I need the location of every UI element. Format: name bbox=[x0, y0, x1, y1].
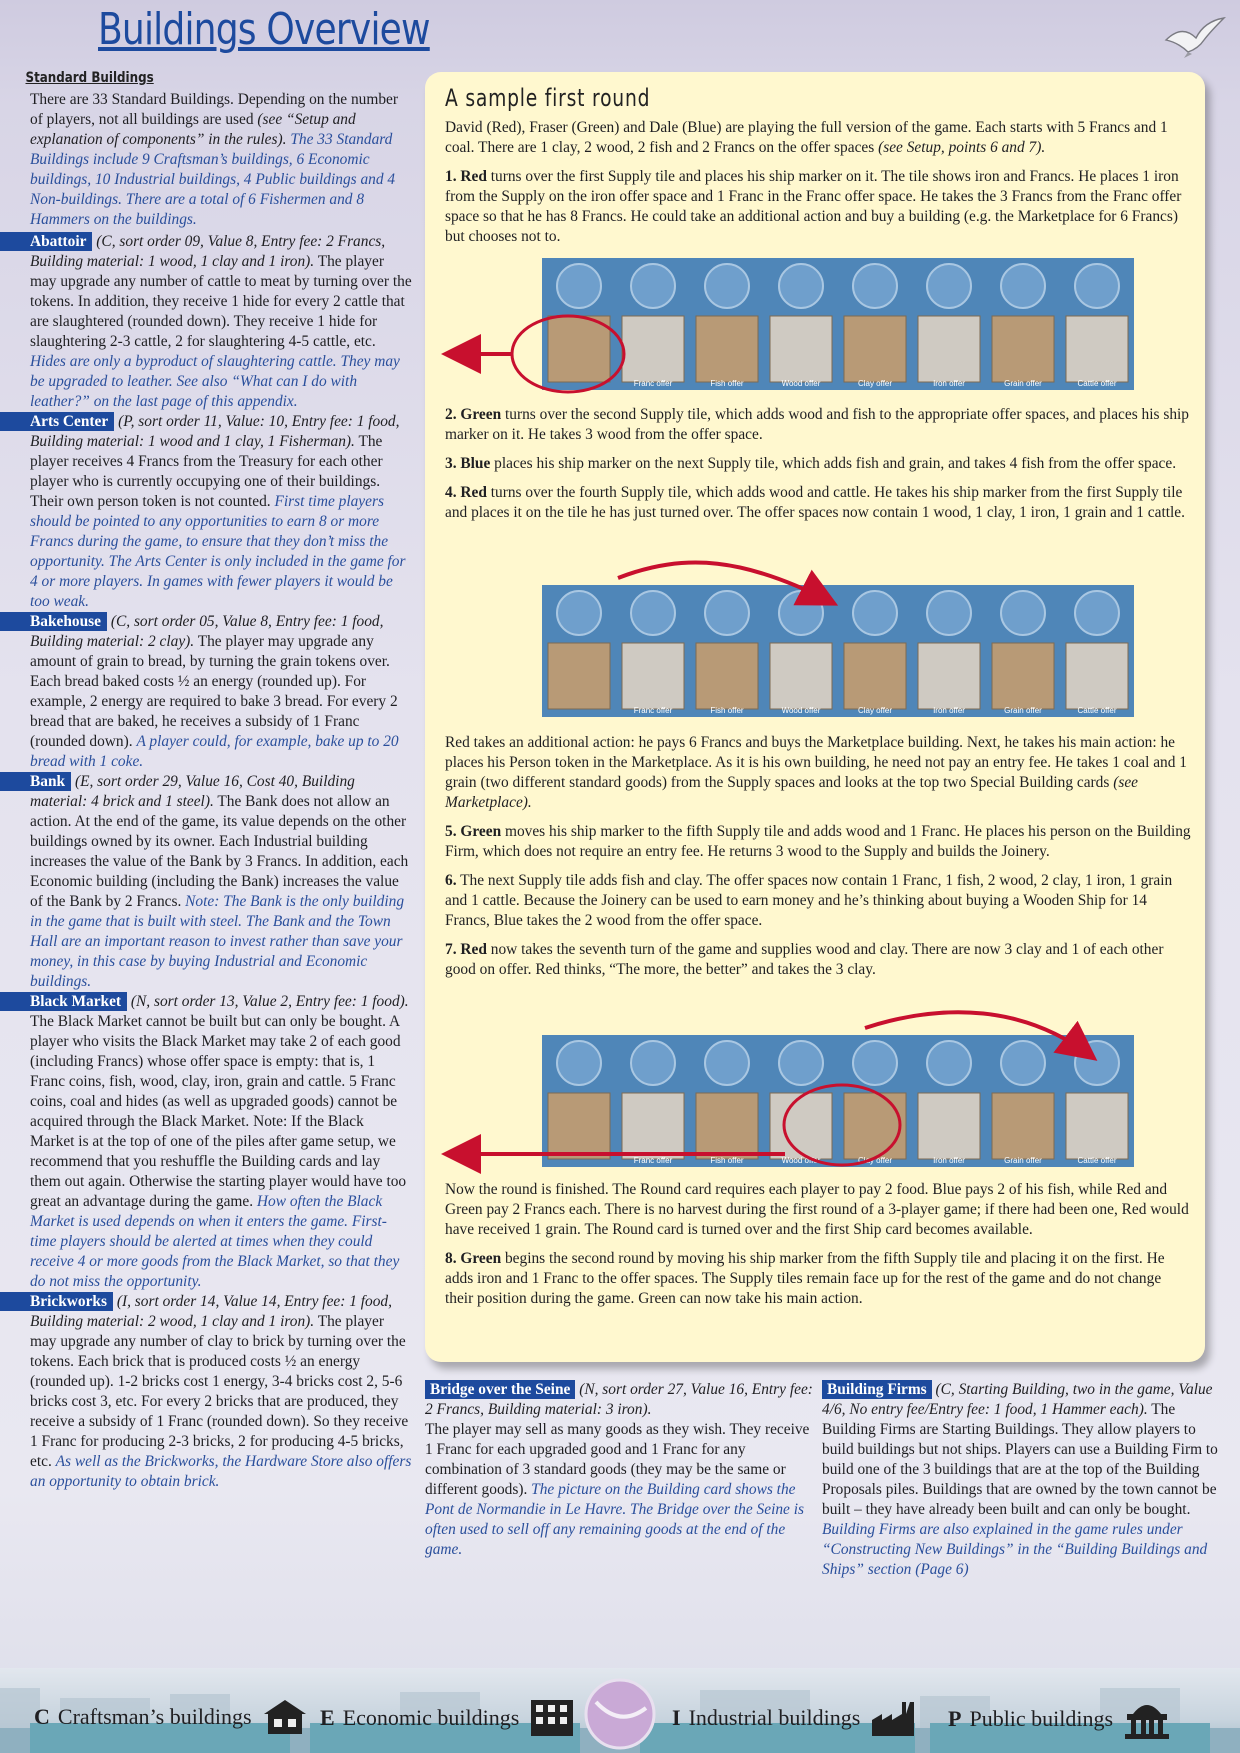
card-text-top bbox=[445, 118, 1193, 256]
supply-tile-space bbox=[1001, 264, 1045, 308]
offer-space bbox=[844, 1093, 906, 1159]
craftsman-house-icon bbox=[262, 1698, 308, 1736]
offer-space-label: Wood offer bbox=[781, 379, 821, 388]
offer-space-label: Cattle offer bbox=[1077, 706, 1117, 715]
supply-tile-space bbox=[853, 591, 897, 635]
factory-icon bbox=[870, 1698, 918, 1738]
supply-tile-space bbox=[853, 1041, 897, 1085]
offer-space bbox=[918, 1093, 980, 1159]
building-entry-abattoir: Abattoir (C, sort order 09, Value 8, Entry fee: 2 Francs, Building material: 1 wood, 1 clay and 1 iron). The player may upgrade any number of cattle to meat by turning over the tokens. In addition, they receive 1 hide for every 2 cattle that are slaughtered (rounded down). They receive 1 hide for slaughtering 2-3 cattle, 2 for slaughtering 4-5 cattle, etc. Hides are only a byproduct of slaughtering cattle. They may be upgraded to leather. See also “What can I do with leather?” on the last page of this appendix. bbox=[0, 232, 416, 412]
supply-tile-space bbox=[557, 1041, 601, 1085]
sample-intro: David (Red), Fraser (Green) and Dale (Blue) are playing the full version of the game. Each starts with 5 Francs and 1 coal. There are 1 clay, 2 wood, 2 fish and 2 Francs on the offer spaces (see Setup, points 6 and 7). bbox=[445, 119, 1168, 156]
step-1: 1. Red turns over the first Supply tile and places his ship marker on it. The tile shows iron and Francs. He places 1 iron from the Supply on the iron offer space and 1 Franc in the Franc offer space. He takes the 3 Francs from the Franc offer space so that he has 8 Francs. He could take an additional action and buy a building (e.g. the Marketplace for 6 Francs) but chooses not to. bbox=[445, 168, 1182, 245]
offer-space bbox=[770, 643, 832, 709]
building-name: Bank bbox=[0, 772, 71, 791]
offer-space bbox=[918, 316, 980, 382]
offer-space bbox=[548, 643, 610, 709]
legend-item-craftsman: C Craftsman’s buildings bbox=[34, 1698, 308, 1736]
supply-tile-space bbox=[1001, 591, 1045, 635]
sample-round-card bbox=[425, 72, 1205, 1362]
offer-space-label: Clay offer bbox=[857, 1156, 893, 1165]
offer-space bbox=[770, 1093, 832, 1159]
offer-space-label: Iron offer bbox=[933, 1156, 965, 1165]
offer-space-label: Grain offer bbox=[1004, 706, 1042, 715]
building-entry-arts-center: Arts Center (P, sort order 11, Value: 10, Entry fee: 1 food, Building material: 1 wood and 1 clay, 1 Fisherman). The player receives 4 Francs from the Treasury for each other player who is currently occupying one of their buildings. Their own person token is not counted. First time players should be pointed to any opportunities to earn 8 or more Francs during the game, to ensure that they don’t miss the opportunity. The Arts Center is only included in the game for 4 or more players. In games with fewer players it would be too weak. bbox=[0, 412, 416, 612]
supply-tile-space bbox=[631, 1041, 675, 1085]
building-name: Abattoir bbox=[0, 232, 92, 251]
standard-buildings-column bbox=[0, 68, 416, 1492]
board-illustration-2 bbox=[542, 585, 1134, 717]
offer-space-label: Cattle offer bbox=[1077, 1156, 1117, 1165]
step-3: 3. Blue places his ship marker on the next Supply tile, which adds fish and grain, and takes 4 fish from the offer space. bbox=[445, 455, 1177, 472]
offer-space bbox=[548, 316, 610, 382]
offer-space-label: Fish offer bbox=[710, 1156, 744, 1165]
offer-space bbox=[622, 316, 684, 382]
supply-tile-space bbox=[705, 591, 749, 635]
building-entry-bridge: Bridge over the Seine (N, sort order 27, Value 16, Entry fee: 2 Francs, Building material: 3 iron). The player may sell as many goods as they wish. They receive 1 Franc for each upgraded good and 1 Franc for any combination of 3 standard goods (they may be the same or different goods). The picture on the Building card shows the Pont de Normandie in Le Havre. The Bridge over the Seine is often used to sell off any remaining goods at the end of the game. bbox=[425, 1381, 813, 1558]
section-heading: Standard Buildings bbox=[25, 70, 154, 86]
offer-space bbox=[992, 643, 1054, 709]
offer-space-label: Grain offer bbox=[1004, 379, 1042, 388]
offer-space bbox=[1066, 1093, 1128, 1159]
supply-tile-space bbox=[1001, 1041, 1045, 1085]
building-entry-bank: Bank (E, sort order 29, Value 16, Cost 40, Building material: 4 brick and 1 steel). The Bank does not allow an action. At the end of the game, its value depends on the other buildings owned by its owner. Each Industrial building increases the value of the Bank by 3 Francs. In addition, each Economic building (including the Bank) increases the value of the Bank by 2 Francs. Note: The Bank is the only building in the game that is built with steel. The Bank and the Town Hall are an important reason to invest rather than save your money, in this case by buying Industrial and Economic buildings. bbox=[0, 772, 416, 992]
supply-tile-space bbox=[631, 264, 675, 308]
step-7b: Now the round is finished. The Round card requires each player to pay 2 food. Blue pays 2 of his fish, while Red and Green pay 2 Francs each. There is no harvest during the first round of a 3-player game; if there had been one, Red would have received 1 grain. The Round card is turned over and the first Ship card becomes available. bbox=[445, 1181, 1189, 1238]
step-7: 7. Red now takes the seventh turn of the game and supplies wood and clay. There are now 3 clay and 1 of each other good on offer. Red thinks, “The more, the better” and takes the 3 clay. bbox=[445, 941, 1164, 978]
offer-space bbox=[622, 1093, 684, 1159]
offer-space-label: Clay offer bbox=[857, 379, 893, 388]
offer-space-label: Wood offer bbox=[781, 706, 821, 715]
step-8: 8. Green begins the second round by moving his ship marker from the fifth Supply tile and placing it on the first. He adds iron and 1 Franc to the offer spaces. The Supply tiles remain face up for the rest of the game and do not change their position during the game. Green can now take his main action. bbox=[445, 1250, 1165, 1307]
building-name: Bridge over the Seine bbox=[425, 1380, 575, 1399]
offer-space-label: Iron offer bbox=[933, 379, 965, 388]
legend-item-public: P Public buildings bbox=[948, 1698, 1171, 1740]
supply-tile-space bbox=[557, 264, 601, 308]
building-entry-brickworks: Brickworks (I, sort order 14, Value 14, Entry fee: 1 food, Building material: 2 wood, 1 clay and 1 iron). The player may upgrade any number of clay to brick by turning over the tokens. Each brick that is produced costs ½ an energy (rounded up). 1-2 bricks cost 1 energy, 3-4 bricks cost 2, 5-6 bricks cost 3, etc. For every 2 bricks that are produced, they receive a subsidy of 1 Franc (rounded down). So they receive 1 Franc for producing 2-3 bricks, 2 for producing 4-5 bricks, etc. As well as the Brickworks, the Hardware Store also offers an opportunity to obtain brick. bbox=[0, 1292, 416, 1492]
offer-space bbox=[992, 316, 1054, 382]
supply-tile-space bbox=[1075, 591, 1119, 635]
building-name: Black Market bbox=[0, 992, 127, 1011]
board-illustration-1 bbox=[542, 258, 1134, 390]
building-entry-building-firms: Building Firms (C, Starting Building, two in the game, Value 4/6, No entry fee/Entry fee: 1 food, 1 Hammer each). The Building Firms are Starting Buildings. They allow players to build buildings but not ships. Players can use a Building Firm to build one of the 3 buildings that are at the top of the Building Proposals piles. Buildings that are owned by the town cannot be built – they have already been built and can only be bought. Building Firms are also explained in the game rules under “Constructing New Buildings” in the “Building Buildings and Ships” section (Page 6) bbox=[822, 1381, 1218, 1578]
offer-space bbox=[696, 1093, 758, 1159]
offer-space-label: Franc offer bbox=[633, 1156, 673, 1165]
supply-tile-space bbox=[705, 264, 749, 308]
building-entry-bakehouse: Bakehouse (C, sort order 05, Value 8, Entry fee: 1 food, Building material: 2 clay). The player may upgrade any amount of grain to bread, by turning the grain tokens over. Each bread baked costs ½ an energy (rounded up). For example, 2 energy are required to bake 3 bread. For every 2 bread that are baked, he receives a subsidy of 1 Franc (rounded down). A player could, for example, bake up to 20 bread with 1 coke. bbox=[0, 612, 416, 772]
offer-space bbox=[696, 643, 758, 709]
card-title: A sample first round bbox=[445, 84, 651, 112]
supply-tile-space bbox=[557, 591, 601, 635]
globe-emblem-icon bbox=[586, 1680, 654, 1748]
supply-tile-space bbox=[779, 591, 823, 635]
offer-space-label: Franc offer bbox=[633, 706, 673, 715]
offer-space bbox=[992, 1093, 1054, 1159]
offer-space bbox=[1066, 316, 1128, 382]
building-name: Bakehouse bbox=[0, 612, 107, 631]
offer-space-label: Cattle offer bbox=[1077, 379, 1117, 388]
building-name: Arts Center bbox=[0, 412, 114, 431]
offer-space-label: Grain offer bbox=[1004, 1156, 1042, 1165]
offer-space bbox=[1066, 643, 1128, 709]
step-4b: Red takes an additional action: he pays 6 Francs and buys the Marketplace building. Next, he takes his main action: he places his Person token in the Marketplace. As it is his own building, he need not pay an entry fee. He takes 1 coal and 1 grain (two different standard goods) from the Supply spaces and looks at the top two Special Building cards (see Marketplace). bbox=[445, 734, 1187, 811]
card-text-bottom bbox=[445, 1180, 1193, 1318]
intro-paragraph: There are 33 Standard Buildings. Depending on the number of players, not all buildings are used (see “Setup and explanation of components” in the rules). The 33 Standard Buildings include 9 Craftsman’s buildings, 6 Economic buildings, 10 Industrial buildings, 4 Public buildings and 4 Non-buildings. There are a total of 6 Fishermen and 8 Hammers on the buildings. bbox=[30, 91, 398, 228]
offer-space-label: Fish offer bbox=[710, 706, 744, 715]
supply-tile-space bbox=[927, 264, 971, 308]
seagull-icon bbox=[1164, 14, 1226, 60]
building-name: Brickworks bbox=[0, 1292, 113, 1311]
legend-item-economic: E Economic buildings bbox=[320, 1698, 575, 1738]
building-name: Building Firms bbox=[822, 1380, 932, 1399]
step-6: 6. The next Supply tile adds fish and clay. The offer spaces now contain 1 Franc, 1 fish, 2 wood, 2 clay, 1 iron, 1 grain and 1 cattle. Because the Joinery can be used to earn money and he’s thinking about buying a Wooden Ship for 14 Francs, Blue takes the 2 wood from the offer space. bbox=[445, 872, 1173, 929]
supply-tile-space bbox=[1075, 264, 1119, 308]
supply-tile-space bbox=[779, 264, 823, 308]
offer-space bbox=[622, 643, 684, 709]
offer-space-label: Franc offer bbox=[633, 379, 673, 388]
offer-space bbox=[548, 1093, 610, 1159]
supply-tile-space bbox=[779, 1041, 823, 1085]
supply-tile-space bbox=[927, 1041, 971, 1085]
card-text-mid bbox=[445, 405, 1193, 532]
offer-space bbox=[918, 643, 980, 709]
supply-tile-space bbox=[631, 591, 675, 635]
step-2: 2. Green turns over the second Supply tile, which adds wood and fish to the appropriate offer spaces, and places his ship marker on it. He takes 3 wood from the offer space. bbox=[445, 406, 1189, 443]
supply-tile-space bbox=[705, 1041, 749, 1085]
offer-space bbox=[696, 316, 758, 382]
supply-tile-space bbox=[853, 264, 897, 308]
page-title: Buildings Overview bbox=[98, 4, 430, 55]
step-4: 4. Red turns over the fourth Supply tile, which adds wood and cattle. He takes his ship marker from the first Supply tile and places it on the tile he has just turned over. The offer spaces now contain 1 wood, 1 clay, 1 iron, 1 grain and 1 cattle. bbox=[445, 484, 1185, 521]
legend-item-industrial: I Industrial buildings bbox=[672, 1698, 918, 1738]
offer-space bbox=[844, 643, 906, 709]
building-entry-black-market: Black Market (N, sort order 13, Value 2, Entry fee: 1 food). The Black Market cannot be built but can only be bought. A player who visits the Black Market may take 2 of each good (including Francs) whose offer space is empty: that is, 1 Franc coins, fish, wood, clay, iron, grain and cattle. 5 Franc coins, coal and hides (as well as upgraded goods) cannot be acquired through the Black Market. Note: If the Black Market is at the top of one of the piles after game setup, we recommend that you reshuffle the Building cards and lay them out again. Otherwise the starting player would have too great an advantage during the game. How often the Black Market is used depends on when it enters the game. First-time players should be alerted at times when they could receive 4 or more goods from the Black Market, so that they do not miss the opportunity. bbox=[0, 992, 416, 1292]
card-text-lower bbox=[445, 733, 1193, 989]
offer-space-label: Fish offer bbox=[710, 379, 744, 388]
offer-space-label: Iron offer bbox=[933, 706, 965, 715]
offer-space bbox=[770, 316, 832, 382]
offer-space-label: Wood offer bbox=[781, 1156, 821, 1165]
economic-building-icon bbox=[529, 1698, 575, 1738]
board-illustration-3 bbox=[542, 1035, 1134, 1167]
supply-tile-space bbox=[1075, 1041, 1119, 1085]
supply-tile-space bbox=[927, 591, 971, 635]
step-5: 5. Green moves his ship marker to the fifth Supply tile and adds wood and 1 Franc. He places his person on the Building Firm, which does not require an entry fee. He returns 3 wood to the Supply and builds the Joinery. bbox=[445, 823, 1191, 860]
offer-space bbox=[844, 316, 906, 382]
public-building-icon bbox=[1123, 1698, 1171, 1740]
offer-space-label: Clay offer bbox=[857, 706, 893, 715]
